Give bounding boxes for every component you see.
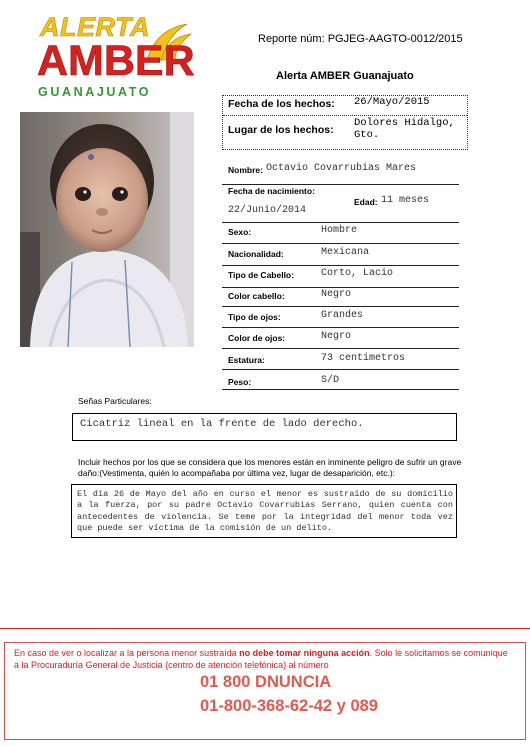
eye-color-value: Negro: [321, 331, 352, 342]
eye-color-label: Color de ojos:: [228, 333, 286, 343]
facts-place-value-line2: Gto.: [354, 129, 380, 141]
height-label: Estatura:: [228, 355, 265, 365]
name-label: Nombre:: [228, 165, 263, 175]
hotline-phone-numeric: 01-800-368-62-42 y 089: [200, 697, 378, 715]
logo-alerta-text: ALERTA: [40, 12, 150, 42]
field-divider: [222, 389, 459, 390]
report-number: Reporte núm: PGJEG-AAGTO-0012/2015: [258, 33, 463, 45]
age-value: 11 meses: [381, 195, 430, 206]
eye-type-label: Tipo de ojos:: [228, 312, 281, 322]
footer-notice-part2: . Solo le solicitamos se comunique a la Procuraduría General de Justicia (centro de atención telefónica) al número: [14, 648, 508, 670]
field-divider: [222, 222, 459, 223]
hair-color-label: Color cabello:: [228, 291, 285, 301]
marks-label: Señas Particulares:: [78, 396, 152, 406]
age-label: Edad:: [354, 197, 378, 207]
logo-guanajuato-text: GUANAJUATO: [38, 85, 152, 99]
logo-amber-text: AMBER: [37, 37, 195, 85]
footer-notice-bold: no debe tomar ninguna acción: [239, 648, 370, 658]
field-divider: [222, 306, 459, 307]
facts-place-value-line1: Dolores Hidalgo,: [354, 117, 455, 129]
nationality-label: Nacionalidad:: [228, 249, 284, 259]
height-value: 73 centimetros: [321, 353, 406, 364]
hair-type-value: Corto, Lacio: [321, 268, 394, 279]
footer-notice-part1: En caso de ver o localizar a la persona menor sustraída: [14, 648, 240, 658]
hair-type-label: Tipo de Cabello:: [228, 270, 294, 280]
field-divider: [222, 243, 459, 244]
footer-notice: [14, 647, 514, 671]
weight-value: S/D: [321, 375, 340, 386]
page-title: Alerta AMBER Guanajuato: [276, 70, 414, 82]
missing-child-photo: [20, 112, 194, 347]
facts-date-label: Fecha de los hechos:: [228, 98, 335, 110]
footer-divider: [0, 628, 530, 629]
facts-description: El día 26 de Mayo del año en curso el menor es sustraído de su domicilio a la fuerza, por su padre Octavio Covarrubias Serrano, quien cuenta con antecedentes de violencia. Se teme por la integridad del menor toda vez que puede ser víctima de la comisión de un delito.: [77, 489, 453, 533]
marks-value: Cicatriz lineal en la frente de lado derecho.: [80, 418, 364, 430]
facts-date-value: 26/Mayo/2015: [354, 96, 430, 108]
weight-label: Peso:: [228, 377, 252, 387]
sex-value: Hombre: [321, 225, 358, 236]
nationality-value: Mexicana: [321, 247, 370, 258]
facts-place-label: Lugar de los hechos:: [228, 124, 334, 136]
hotline-phone: 01 800 DNUNCIA: [200, 673, 332, 691]
field-divider: [222, 184, 459, 185]
facts-instructions: Incluir hechos por los que se considera que los menores están en inminente peligro de sufrir un grave daño:(Vestimenta, quién lo acompañaba por última vez, lugar de desaparición, etc.):: [78, 457, 462, 478]
birth-date-label: Fecha de nacimiento:: [228, 186, 315, 196]
name-value: Octavio Covarrubias Mares: [266, 163, 417, 174]
eye-type-value: Grandes: [321, 310, 364, 321]
field-divider: [222, 369, 459, 370]
sex-label: Sexo:: [228, 227, 252, 237]
field-divider: [222, 265, 459, 266]
field-divider: [222, 327, 459, 328]
field-divider: [222, 348, 459, 349]
hair-color-value: Negro: [321, 289, 352, 300]
field-divider: [222, 287, 459, 288]
birth-date-value: 22/Junio/2014: [228, 205, 307, 216]
